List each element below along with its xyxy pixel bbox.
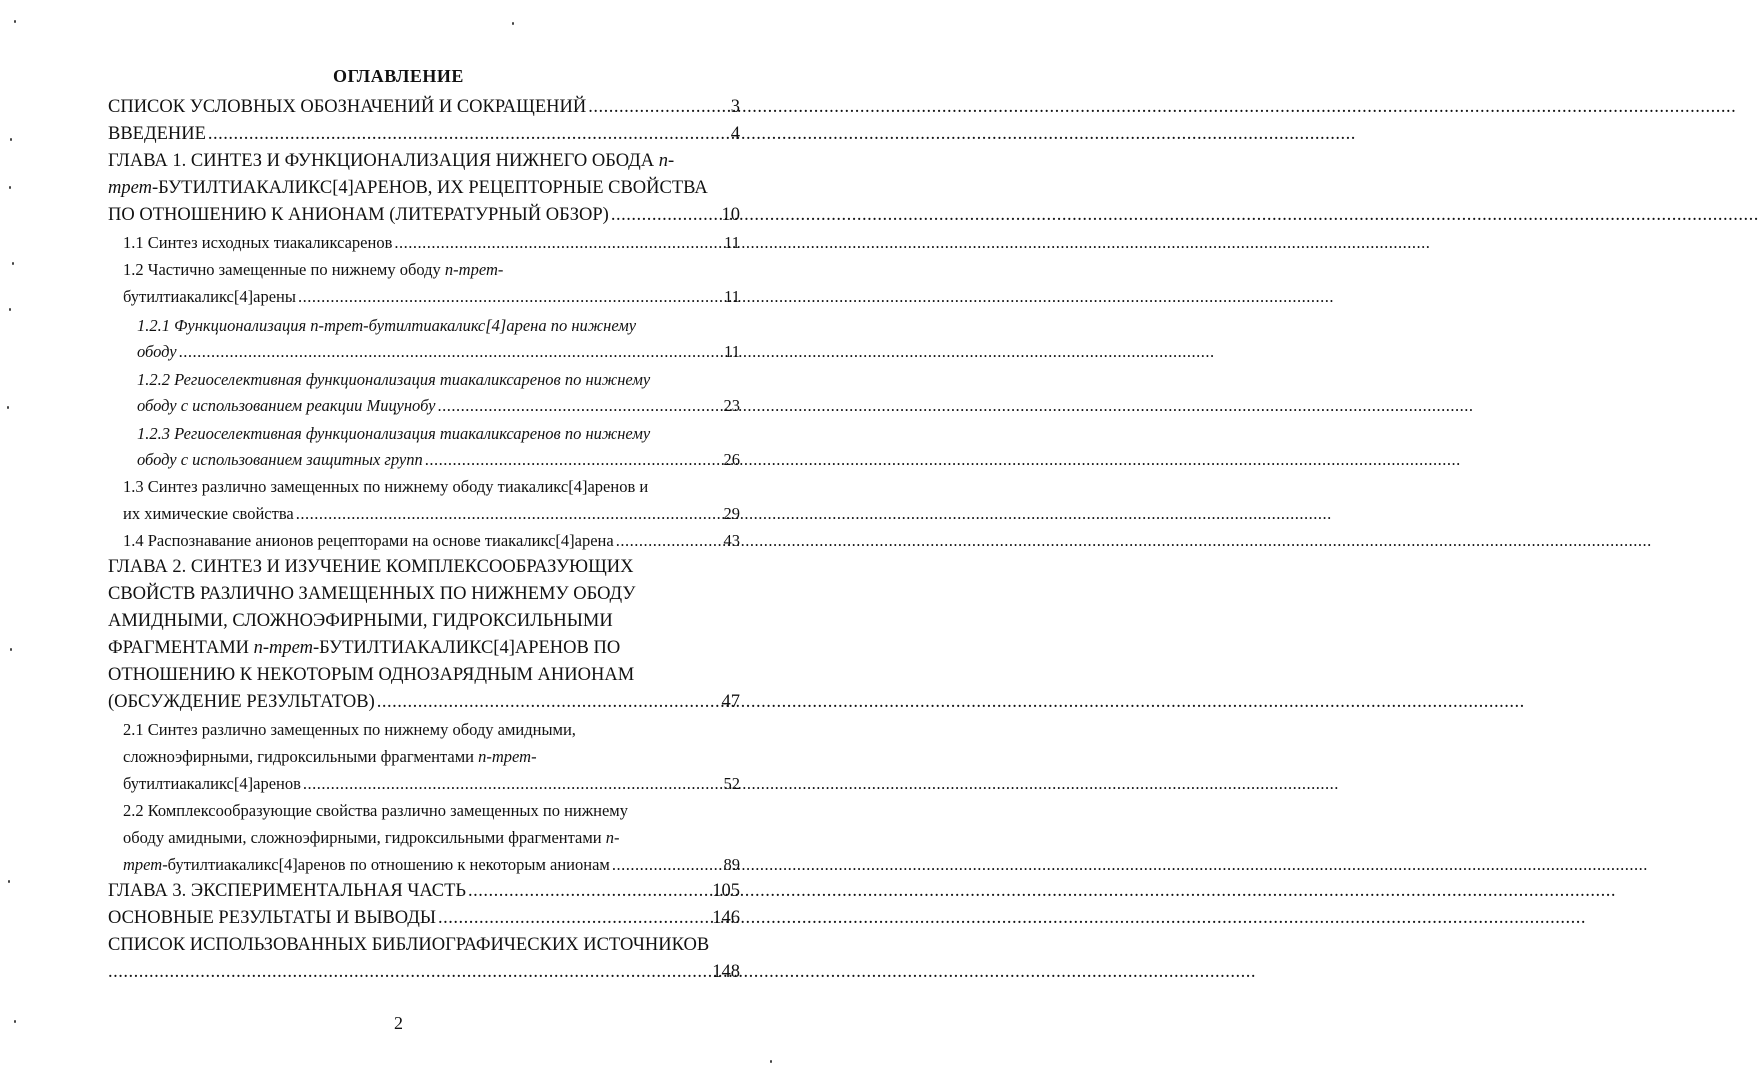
toc-entry-chapter3[interactable]: ГЛАВА 3. ЭКСПЕРИМЕНТАЛЬНАЯ ЧАСТЬ ..... 105 — [108, 878, 740, 905]
toc-entry-1-3-line1[interactable]: 1.3 Синтез различно замещенных по нижнему ободу тиакаликс[4]аренов и — [123, 477, 649, 496]
scan-speck — [12, 262, 14, 265]
page-title: ОГЛАВЛЕНИЕ — [333, 66, 464, 86]
scan-speck — [9, 186, 11, 189]
toc-entry-1-2-3-line1[interactable]: 1.2.3 Региоселективная функционализация тиакаликсаренов по нижнему — [137, 424, 651, 443]
scan-speck — [770, 1060, 772, 1063]
document-page — [0, 0, 797, 1079]
scan-speck — [7, 406, 9, 409]
toc-entry-1-2-line2[interactable]: бутилтиакаликс[4]арены ..... 11 — [123, 283, 740, 310]
scan-speck — [14, 20, 16, 23]
toc-entry-1-4[interactable]: 1.4 Распознавание анионов рецепторами на основе тиакаликс[4]арена ..... 43 — [123, 527, 740, 554]
scan-speck — [10, 648, 12, 651]
scan-speck — [9, 308, 11, 311]
toc-entry-chapter2-line1[interactable]: ГЛАВА 2. СИНТЕЗ И ИЗУЧЕНИЕ КОМПЛЕКСООБРАЗУЮЩИХ — [108, 557, 634, 577]
toc-entry-chapter2-line5[interactable]: ОТНОШЕНИЮ К НЕКОТОРЫМ ОДНОЗАРЯДНЫМ АНИОНАМ — [108, 665, 635, 685]
toc-entry-chapter1-line3[interactable]: ПО ОТНОШЕНИЮ К АНИОНАМ (ЛИТЕРАТУРНЫЙ ОБЗОР) ..... 10 — [108, 202, 740, 229]
toc-entry-1-2-1-line1[interactable]: 1.2.1 Функционализация п-трет-бутилтиакаликс[4]арена по нижнему — [137, 316, 637, 335]
toc-entry-chapter1-line2[interactable]: трет-БУТИЛТИАКАЛИКС[4]АРЕНОВ, ИХ РЕЦЕПТОРНЫЕ СВОЙСТВА — [108, 178, 708, 198]
toc-entry-introduction[interactable]: ВВЕДЕНИЕ ..... 4 — [108, 121, 740, 148]
toc-entry-chapter1-line1[interactable]: ГЛАВА 1. СИНТЕЗ И ФУНКЦИОНАЛИЗАЦИЯ НИЖНЕГО ОБОДА n- — [108, 151, 675, 171]
toc-entry-abbreviations[interactable]: СПИСОК УСЛОВНЫХ ОБОЗНАЧЕНИЙ И СОКРАЩЕНИЙ ..... 3 — [108, 94, 740, 121]
scan-speck — [512, 22, 514, 25]
toc-entry-bibliography-line1[interactable]: СПИСОК ИСПОЛЬЗОВАННЫХ БИБЛИОГРАФИЧЕСКИХ ИСТОЧНИКОВ — [108, 935, 710, 955]
toc-entry-chapter2-line4[interactable]: ФРАГМЕНТАМИ n-трет-БУТИЛТИАКАЛИКС[4]АРЕНОВ ПО — [108, 638, 621, 658]
toc-entry-2-1-line3[interactable]: бутилтиакаликс[4]аренов ..... 52 — [123, 770, 740, 797]
toc-entry-1-1[interactable]: 1.1 Синтез исходных тиакаликсаренов ..... 11 — [123, 229, 740, 256]
toc-entry-2-2-line3[interactable]: трет-бутилтиакаликс[4]аренов по отношению к некоторым анионам ..... 89 — [123, 851, 740, 878]
toc-entry-chapter2-line2[interactable]: СВОЙСТВ РАЗЛИЧНО ЗАМЕЩЕННЫХ ПО НИЖНЕМУ ОБОДУ — [108, 584, 636, 604]
scan-speck — [10, 138, 12, 141]
toc-entry-1-2-2-line1[interactable]: 1.2.2 Региоселективная функционализация тиакаликсаренов по нижнему — [137, 370, 651, 389]
toc-entry-1-3-line2[interactable]: их химические свойства ..... 29 — [123, 500, 740, 527]
scan-speck — [8, 880, 10, 883]
toc-entry-1-2-2-line2[interactable]: ободу с использованием реакции Мицунобу ..... 23 — [137, 392, 740, 419]
toc-entry-chapter2-line6[interactable]: (ОБСУЖДЕНИЕ РЕЗУЛЬТАТОВ) ..... 47 — [108, 689, 740, 716]
toc-entry-1-2-3-line2[interactable]: ободу с использованием защитных групп ..... 26 — [137, 446, 740, 473]
toc-entry-1-2-1-line2[interactable]: ободу ..... 11 — [137, 338, 740, 365]
toc-entry-conclusions[interactable]: ОСНОВНЫЕ РЕЗУЛЬТАТЫ И ВЫВОДЫ ..... 146 — [108, 905, 740, 932]
toc-entry-2-1-line1[interactable]: 2.1 Синтез различно замещенных по нижнему ободу амидными, — [123, 720, 576, 739]
toc-entry-chapter2-line3[interactable]: АМИДНЫМИ, СЛОЖНОЭФИРНЫМИ, ГИДРОКСИЛЬНЫМИ — [108, 611, 613, 631]
toc-entry-2-1-line2[interactable]: сложноэфирными, гидроксильными фрагментами n-трет- — [123, 747, 537, 766]
page-number: 2 — [394, 1013, 403, 1033]
toc-entry-2-2-line2[interactable]: ободу амидными, сложноэфирными, гидроксильными фрагментами n- — [123, 828, 620, 847]
toc-entry-bibliography-line2[interactable]: ..... 148 — [108, 959, 740, 986]
toc-entry-1-2-line1[interactable]: 1.2 Частично замещенные по нижнему ободу n-трет- — [123, 260, 504, 279]
scan-speck — [14, 1020, 16, 1023]
toc-entry-2-2-line1[interactable]: 2.2 Комплексообразующие свойства различно замещенных по нижнему — [123, 801, 628, 820]
